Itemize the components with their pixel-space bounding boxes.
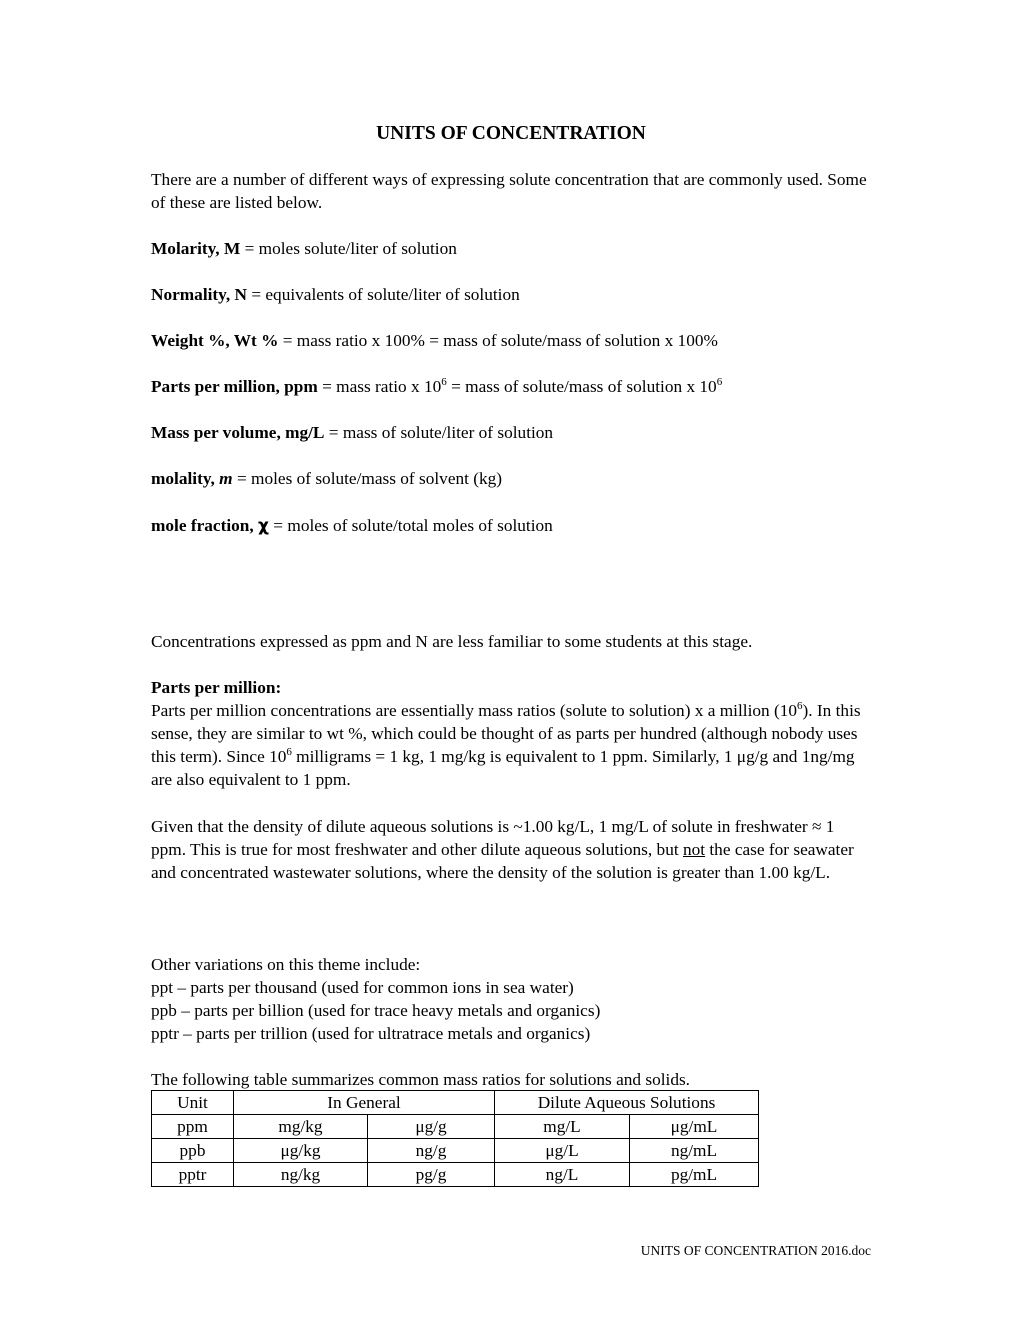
definition-mole-fraction — [151, 514, 871, 538]
definition-weight-percent — [151, 329, 871, 352]
table-cell: ng/g — [368, 1139, 495, 1163]
definition-term: Molarity, M — [151, 239, 241, 258]
variations-intro: Other variations on this theme include: — [151, 955, 421, 974]
table-row — [152, 1163, 759, 1187]
list-item: ppb – parts per billion (used for trace heavy metals and organics) — [151, 1001, 601, 1020]
table-row — [152, 1139, 759, 1163]
variations-list — [151, 953, 871, 1045]
table-cell: mg/kg — [234, 1115, 368, 1139]
familiar-note: Concentrations expressed as ppm and N are less familiar to some students at this stage. — [151, 632, 753, 651]
definition-text: = moles solute/liter of solution — [240, 239, 457, 258]
emphasis-not: not — [682, 840, 706, 859]
table-cell: ppm — [152, 1115, 234, 1139]
list-item: ppt – parts per thousand (used for common ions in sea water) — [151, 978, 574, 997]
definition-term: Parts per million, ppm — [151, 377, 318, 396]
definition-text: = mass of solute/mass of solution x 10 — [446, 377, 717, 396]
density-paragraph: Given that the density of dilute aqueous solutions is ~1.00 kg/L, 1 mg/L of solute in freshwater ≈ 1 ppm. This is true for most freshwater and other dilute aqueous solutions, but not the case for seawater and concentrated wastewater solutions, where the density of the solution is greater than 1.00 kg/L. — [151, 817, 854, 882]
exponent: 6 — [286, 746, 292, 758]
table-header-row — [152, 1091, 759, 1115]
table-caption: The following table summarizes common mass ratios for solutions and solids. — [151, 1070, 691, 1089]
definition-molarity — [151, 237, 871, 260]
definition-mass-per-volume — [151, 421, 871, 444]
table-cell: μg/mL — [630, 1115, 759, 1139]
table-header: Dilute Aqueous Solutions — [495, 1091, 759, 1115]
definition-text: = equivalents of solute/liter of solution — [247, 285, 520, 304]
table-cell: pg/g — [368, 1163, 495, 1187]
definition-term: Weight %, Wt % — [151, 331, 279, 350]
molality-symbol: m — [219, 469, 233, 488]
table-cell: pptr — [152, 1163, 234, 1187]
table-cell: ng/mL — [630, 1139, 759, 1163]
table-header: Unit — [152, 1091, 234, 1115]
definition-text: = moles of solute/mass of solvent (kg) — [232, 469, 503, 488]
exponent: 6 — [441, 376, 447, 388]
ppm-paragraph: Parts per million concentrations are essentially mass ratios (solute to solution) x a million $(10^6)$. In this sense, they are similar to wt %, which could be thought of as parts per hundred (although nobody uses this term). Since $10^6$ milligrams = 1 kg, 1 mg/kg is equivalent to 1 ppm. Similarly, 1 μg/g and 1ng/mg are also equivalent to 1 ppm. — [151, 700, 861, 789]
definition-text: = moles of solute/total moles of solution — [268, 516, 553, 535]
definition-text: = mass ratio x 100% = mass of solute/mass of solution x 100% — [278, 331, 718, 350]
definition-molality — [151, 467, 871, 490]
page-footer: UNITS OF CONCENTRATION 2016.doc — [640, 1243, 871, 1258]
page-title: UNITS OF CONCENTRATION — [376, 123, 646, 144]
table-cell: μg/g — [368, 1115, 495, 1139]
table-row — [152, 1115, 759, 1139]
intro-paragraph: There are a number of different ways of expressing solute concentration that are commonly used. Some of these are listed below. — [151, 170, 867, 212]
table-header: In General — [234, 1091, 495, 1115]
table-cell: ng/L — [495, 1163, 630, 1187]
definition-term: mole fraction, — [151, 516, 259, 535]
chi-symbol: χ — [258, 516, 269, 536]
definition-term: Mass per volume, mg/L — [151, 423, 325, 442]
table-cell: pg/mL — [630, 1163, 759, 1187]
table-cell: ng/kg — [234, 1163, 368, 1187]
definition-ppm — [151, 375, 871, 398]
definition-term: molality, — [151, 469, 220, 488]
definition-normality — [151, 283, 871, 306]
units-table — [151, 1090, 759, 1187]
definition-term: Normality, N — [151, 285, 247, 304]
table-cell: μg/L — [495, 1139, 630, 1163]
list-item: pptr – parts per trillion (used for ultratrace metals and organics) — [151, 1024, 591, 1043]
definition-text: = mass of solute/liter of solution — [324, 423, 554, 442]
definition-text: = mass ratio x 10 — [317, 377, 442, 396]
table-cell: mg/L — [495, 1115, 630, 1139]
exponent: 6 — [716, 376, 723, 388]
ppm-section — [151, 676, 871, 791]
table-cell: μg/kg — [234, 1139, 368, 1163]
section-heading: Parts per million: — [151, 678, 282, 697]
exponent: 6 — [797, 700, 803, 712]
table-cell: ppb — [152, 1139, 234, 1163]
